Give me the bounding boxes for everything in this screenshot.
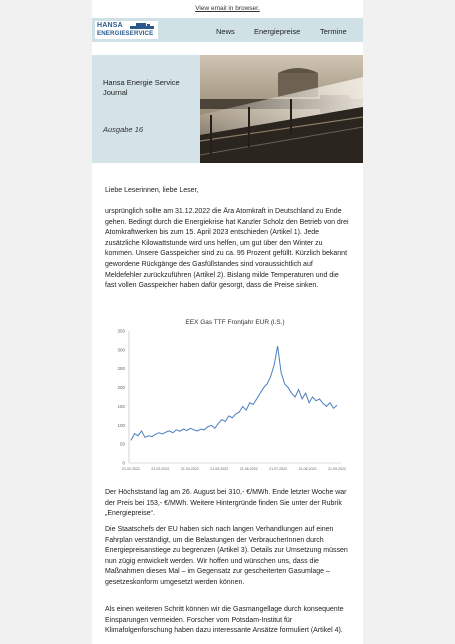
hero-image [200, 55, 363, 163]
header-bar [92, 18, 363, 42]
y-tick-label: 150 [117, 403, 125, 409]
gas-price-chart [105, 313, 351, 478]
series-line-eex-gas-ttf [131, 346, 337, 440]
y-tick-label: 50 [119, 441, 125, 447]
x-tick-label: 21.08.2022 [298, 467, 317, 471]
nav-news[interactable]: News [216, 27, 235, 36]
ship-icon [128, 22, 156, 30]
hero-info-panel [92, 55, 200, 163]
savings-paragraph: Als einen weiteren Schritt können wir die Gasmangellage durch konsequente Einsparungen vermeiden. Forscher vom Potsdam-Institut für Klimafolgenforschung haben dazu interessante Ansätze formuliert (Artikel 4). [105, 606, 344, 635]
view-in-browser-link[interactable]: View email in browser. [195, 5, 260, 12]
nav-termine[interactable]: Termine [320, 27, 347, 36]
x-tick-label: 21.04.2022 [180, 467, 199, 471]
eu-paragraph: Die Staatschefs der EU haben sich nach langen Verhandlungen auf einen Fahrplan verständigt, um die Belastungen der VerbraucherInnen durch Energiepreisanstiege zu begrenzen (Artikel 3). Details zur Umsetzung müssen nun zügig entwickelt werden. Wir hoffen und wünschen uns, dass die Maßnahmen dieses Mal – im Gegensatz zur gescheiterten Gasumlage – gesetzeskonform umgesetzt werden können. [105, 526, 348, 586]
hansa-logo[interactable] [95, 21, 158, 39]
journal-title: Hansa Energie Service Journal [103, 78, 180, 97]
issue-number: Ausgabe 16 [103, 125, 144, 134]
x-tick-label: 21.07.2022 [269, 467, 288, 471]
y-tick-label: 250 [117, 366, 125, 372]
nav-energiepreise[interactable]: Energiepreise [254, 27, 301, 36]
y-tick-label: 100 [117, 422, 125, 428]
y-tick-label: 300 [117, 347, 125, 353]
intro-paragraph: ursprünglich sollte am 31.12.2022 die Ära Atomkraft in Deutschland zu Ende gehen. Bedingt durch die Energiekrise hat Kanzler Scholz den Betrieb von drei Atomkraftwerken bis zum 15. April 2023 entschieden (Artikel 1). Jede zusätzliche Kilowattstunde wird uns helfen, um gut über den Winter zu kommen. Unsere Gasspeicher sind zu ca. 95 Prozent gefüllt. Kürzlich bekannt gewordene Rückgänge des Gasfüllstandes sind voraussichtlich auf Meldefehler zurückzuführen (Artikel 2). Bislang milde Temperaturen und die fast vollen Gasspeicher haben dafür gesorgt, dass die Preise sinken. [105, 208, 349, 290]
logo-text-line2: ENERGIESERVICE [97, 30, 154, 37]
y-tick-label: 350 [117, 328, 125, 334]
logo-text-line1: HANSA [97, 22, 123, 29]
x-tick-label: 21.06.2022 [239, 467, 258, 471]
chart-title: EEX Gas TTF Frontjahr EUR (l.S.) [185, 319, 285, 326]
y-tick-label: 0 [122, 460, 125, 466]
price-paragraph: Der Höchststand lag am 26. August bei 310,- €/MWh. Ende letzter Woche war der Preis bei 153,- €/MWh. Weitere Hintergründe finden Sie unter der Rubrik „Energiepreise“. [105, 489, 347, 518]
newsletter-page [92, 0, 363, 644]
x-tick-label: 21.02.2022 [122, 467, 140, 471]
x-tick-label: 21.09.2022 [328, 467, 346, 471]
greeting: Liebe Leserinnen, liebe Leser, [105, 187, 199, 194]
y-tick-label: 200 [117, 385, 125, 391]
x-tick-label: 21.03.2022 [151, 467, 170, 471]
x-tick-label: 21.05.2022 [210, 467, 229, 471]
